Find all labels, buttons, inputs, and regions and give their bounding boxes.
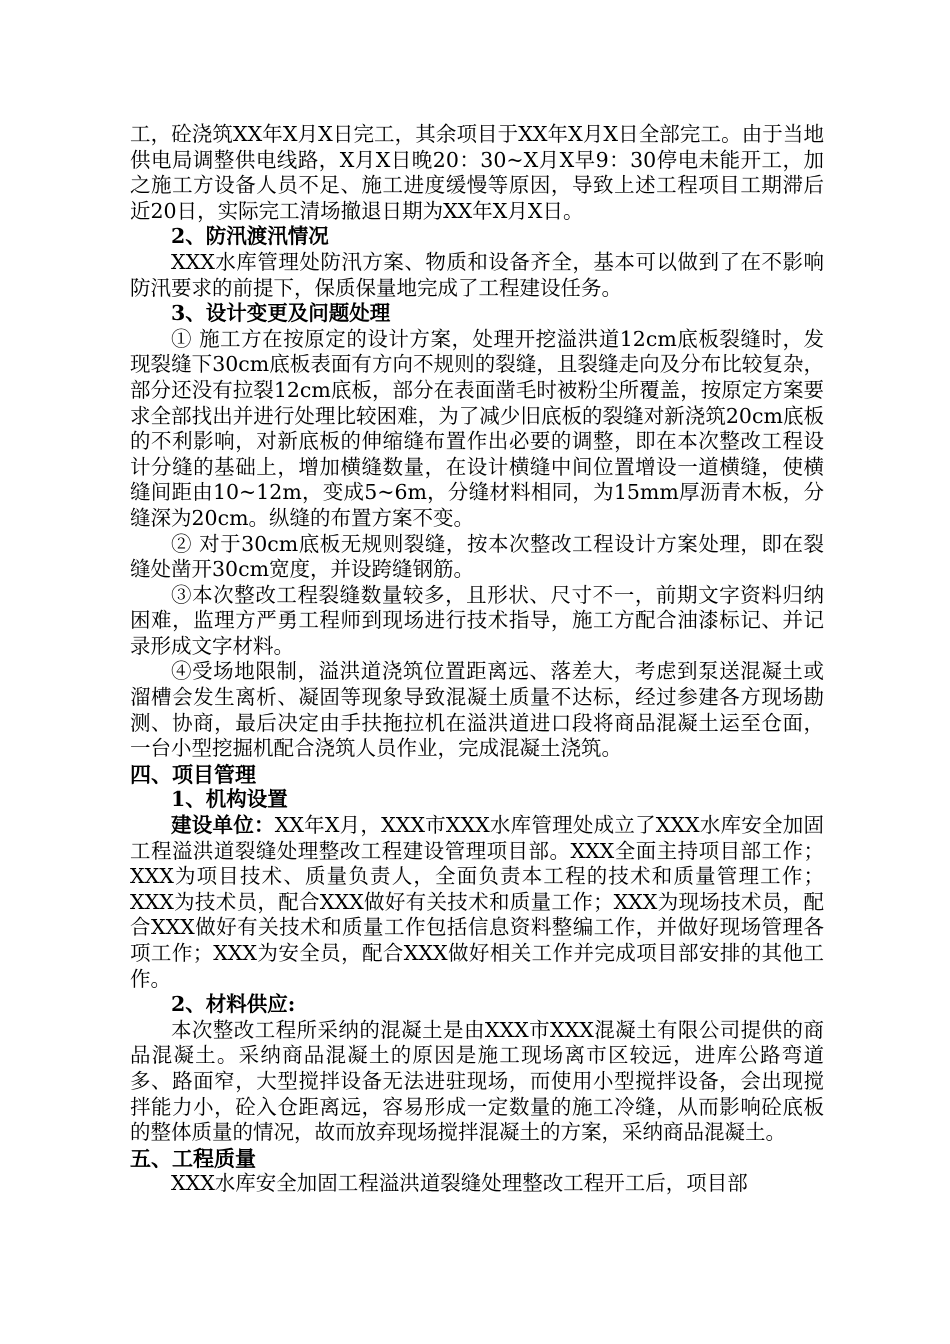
heading-design-changes: 3、设计变更及问题处理 bbox=[171, 301, 391, 326]
label-construction-unit: 建设单位： bbox=[171, 813, 275, 838]
paragraph-engineering-quality: XXX水库安全加固工程溢洪道裂缝处理整改工程开工后，项目部 bbox=[171, 1171, 748, 1196]
paragraph-design-change-4: ④受场地限制，溢洪道浇筑位置距离远、落差大，考虑到泵送混凝土或溜槽会发生离析、凝固等现象导致混凝土质量不达标，经过参建各方现场勘测、协商，最后决定由手扶拖拉机在溢洪道进口段将商品混凝土运至仓面，一台小型挖掘机配合浇筑人员作业，完成混凝土浇筑。 bbox=[130, 659, 824, 761]
paragraph-organization bbox=[130, 813, 824, 992]
heading-engineering-quality: 五、工程质量 bbox=[130, 1145, 256, 1171]
paragraph-design-change-2: ② 对于30cm底板无规则裂缝，按本次整改工程设计方案处理，即在裂缝处凿开30cm宽度，并设跨缝钢筋。 bbox=[130, 531, 824, 582]
heading-project-management: 四、项目管理 bbox=[130, 761, 256, 787]
heading-organization: 1、机构设置 bbox=[171, 787, 288, 812]
paragraph-design-change-3: ③本次整改工程裂缝数量较多，且形状、尺寸不一，前期文字资料归纳困难，监理方严勇工程师到现场进行技术指导，施工方配合油漆标记、并记录形成文字材料。 bbox=[130, 582, 824, 658]
text-organization: XX年X月，XXX市XXX水库管理处成立了XXX水库安全加固工程溢洪道裂缝处理整改工程建设管理项目部。XXX全面主持项目部工作；XXX为项目技术、质量负责人，全面负责本工程的技术和质量管理工作；XXX为技术员，配合XXX做好有关技术和质量工作；XXX为现场技术员，配合XXX做好有关技术和质量工作包括信息资料整编工作，并做好现场管理各项工作；XXX为安全员，配合XXX做好相关工作并完成项目部安排的其他工作。 bbox=[130, 813, 824, 991]
heading-flood-control: 2、防汛渡汛情况 bbox=[171, 224, 329, 249]
paragraph-design-change-1: ① 施工方在按原定的设计方案，处理开挖溢洪道12cm底板裂缝时，发现裂缝下30cm底板表面有方向不规则的裂缝，且裂缝走向及分布比较复杂，部分还没有拉裂12cm底板，部分在表面凿毛时被粉尘所覆盖，按原定方案要求全部找出并进行处理比较困难，为了减少旧底板的裂缝对新浇筑20cm底板的不利影响，对新底板的伸缩缝布置作出必要的调整，即在本次整改工程设计分缝的基础上，增加横缝数量，在设计横缝中间位置增设一道横缝，使横缝间距由10~12m，变成5~6m，分缝材料相同，为15mm厚沥青木板，分缝深为20cm。纵缝的布置方案不变。 bbox=[130, 326, 824, 530]
paragraph-material-supply: 本次整改工程所采纳的混凝土是由XXX市XXX混凝土有限公司提供的商品混凝土。采纳商品混凝土的原因是施工现场离市区较远，进库公路弯道多、路面窄，大型搅拌设备无法进驻现场，而使用小型搅拌设备，会出现搅拌能力小，砼入仓距离远，容易形成一定数量的施工冷缝，从而影响砼底板的整体质量的情况，故而放弃现场搅拌混凝土的方案，采纳商品混凝土。 bbox=[130, 1017, 824, 1145]
document-page bbox=[130, 122, 824, 1197]
heading-material-supply: 2、材料供应: bbox=[171, 992, 296, 1017]
paragraph-schedule: 工，砼浇筑XX年X月X日完工，其余项目于XX年X月X日全部完工。由于当地供电局调整供电线路，X月X日晚20：30~X月X早9：30停电未能开工，加之施工方设备人员不足、施工进度缓慢等原因，导致上述工程项目工期滞后近20日，实际完工清场撤退日期为XX年X月X日。 bbox=[130, 122, 824, 223]
paragraph-flood-control: XXX水库管理处防汛方案、物质和设备齐全，基本可以做到了在不影响防汛要求的前提下，保质保量地完成了工程建设任务。 bbox=[130, 249, 824, 300]
